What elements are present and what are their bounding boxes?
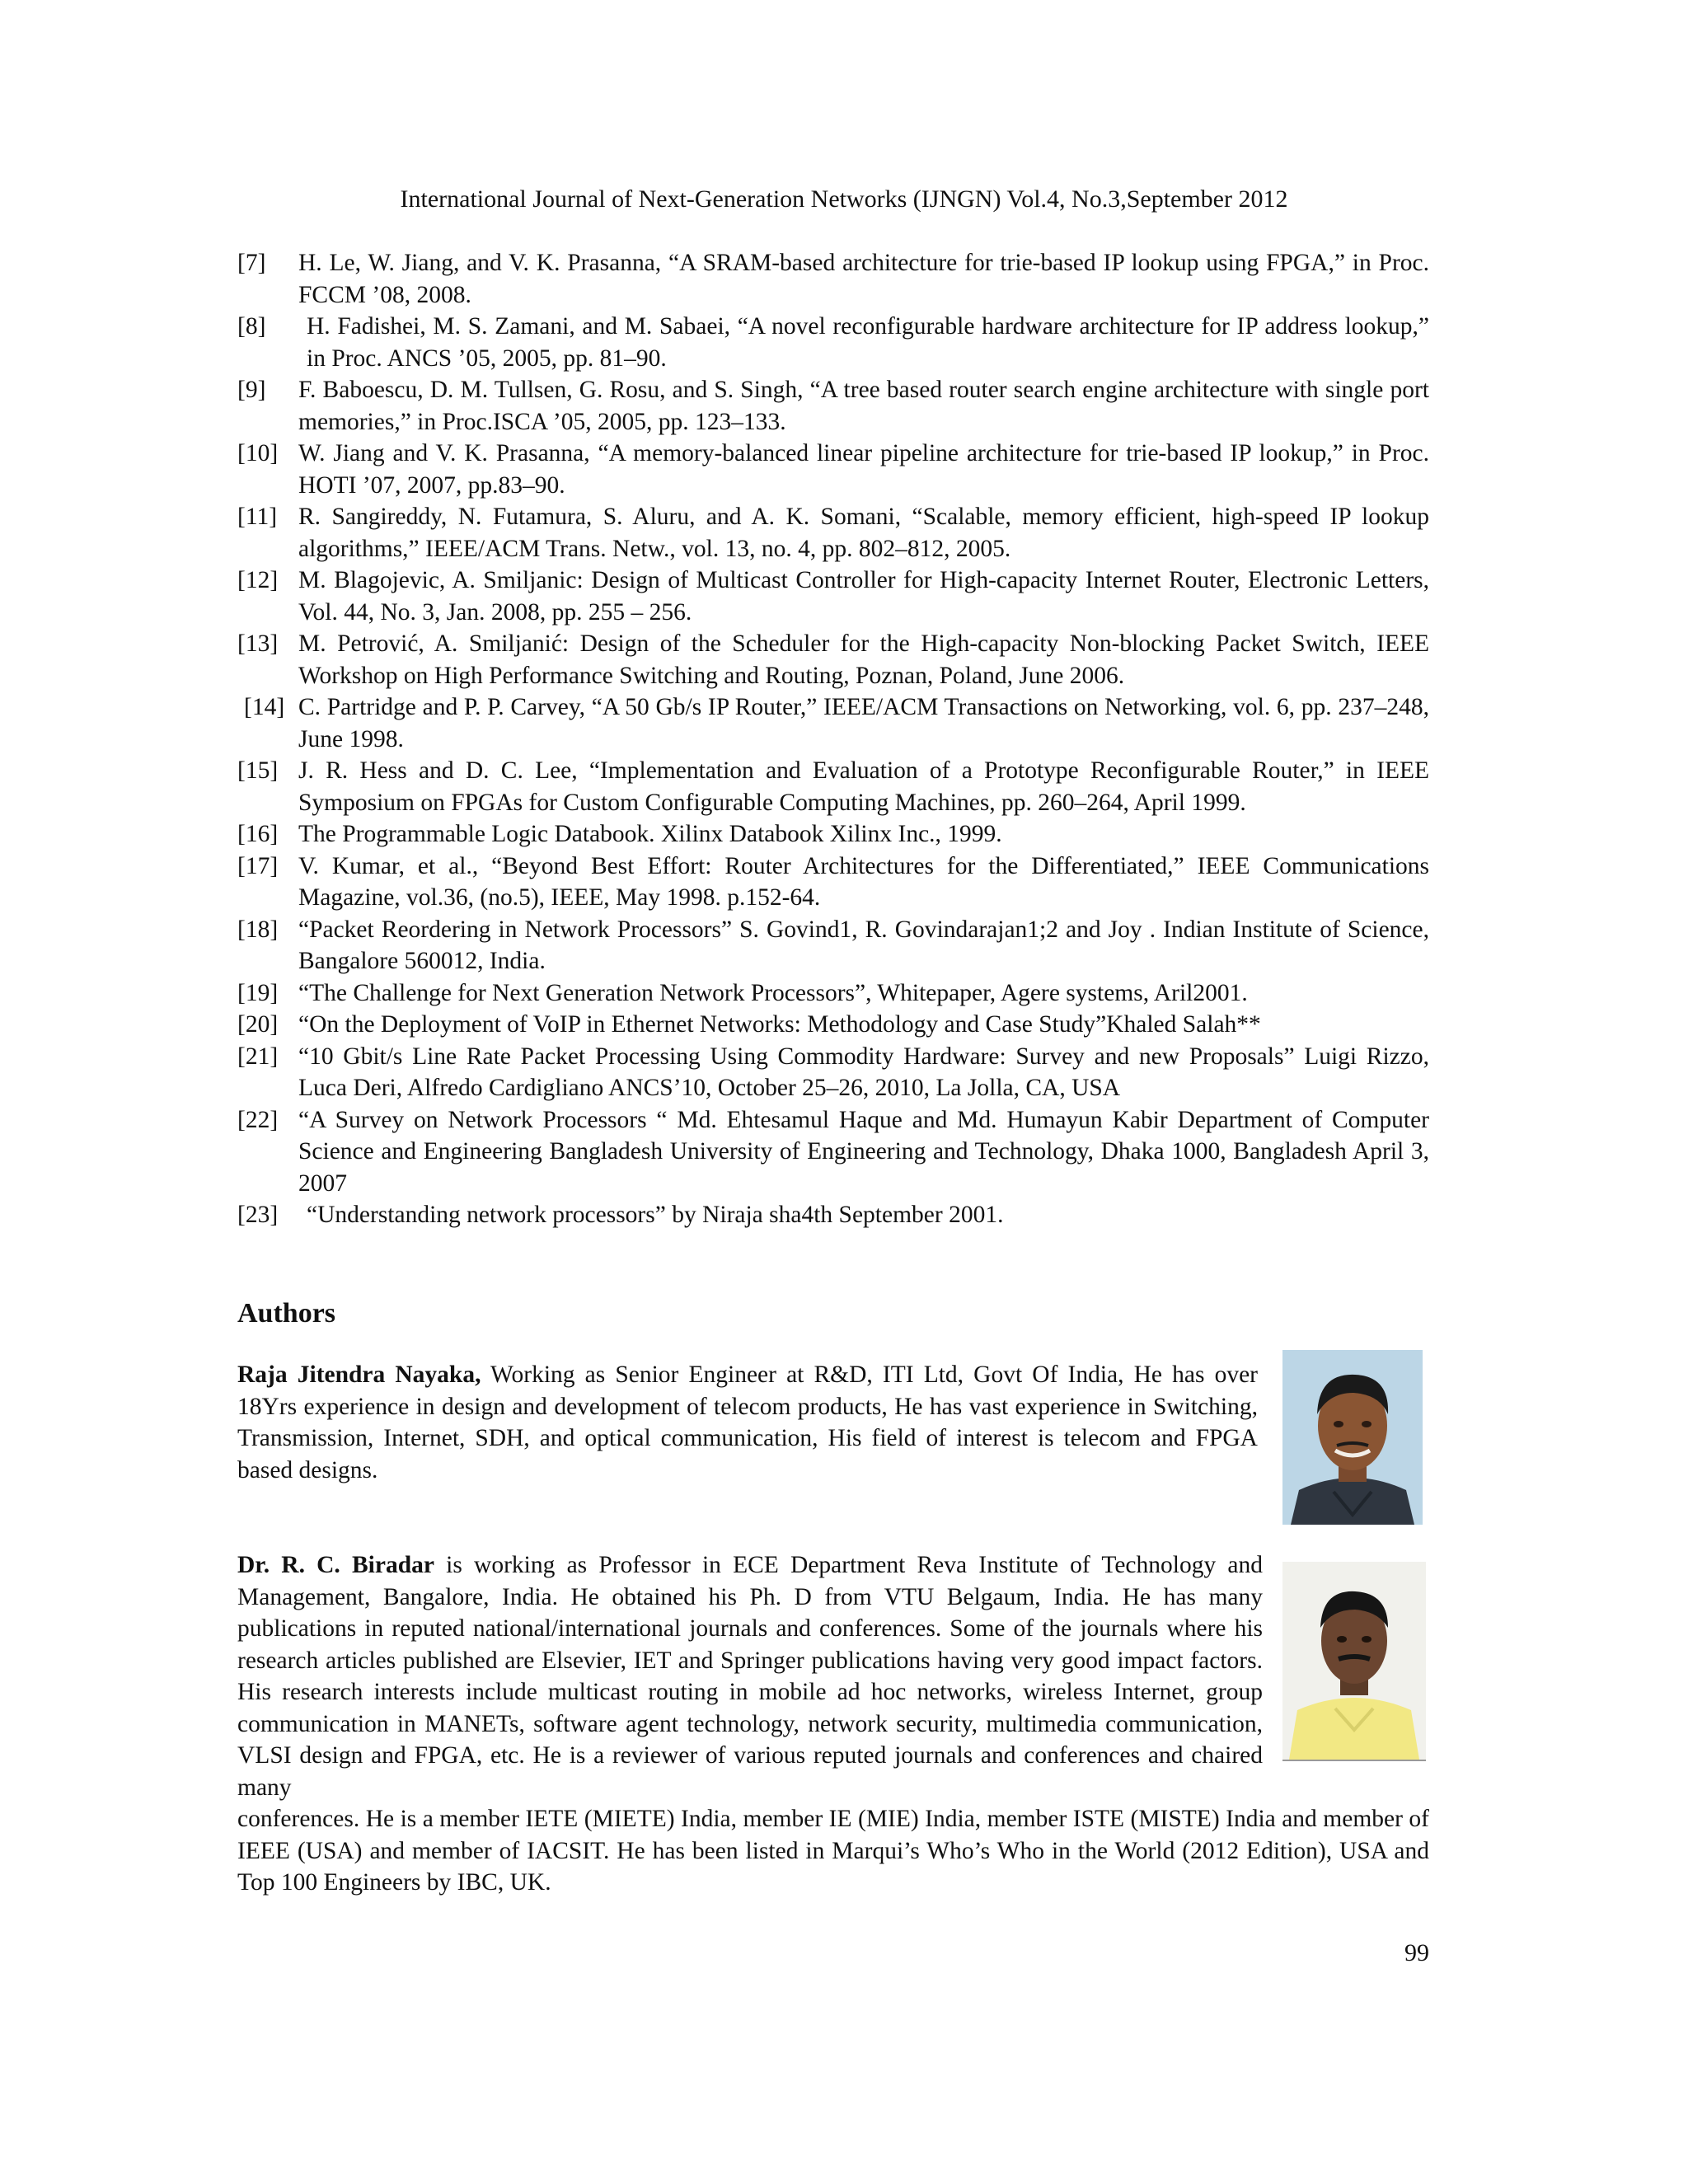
reference-text: C. Partridge and P. P. Carvey, “A 50 Gb/s IP Router,” IEEE/ACM Transactions on Networking, vol. 6, pp. 237–248, June 1998. bbox=[298, 694, 1429, 752]
reference-text: M. Petrović, A. Smiljanić: Design of the Scheduler for the High-capacity Non-blocking Packet Switch, IEEE Workshop on High Performance Switching and Routing, Poznan, Poland, June 2006. bbox=[298, 630, 1429, 689]
reference-number: [21] bbox=[237, 1043, 279, 1070]
reference-text: The Programmable Logic Databook. Xilinx Databook Xilinx Inc., 1999. bbox=[298, 821, 1002, 847]
reference-item bbox=[237, 1104, 1429, 1200]
reference-text: “On the Deployment of VoIP in Ethernet Networks: Methodology and Case Study”Khaled Salah** bbox=[298, 1011, 1261, 1038]
author-bio-text: Working as Senior Engineer at R&D, ITI Ltd, Govt Of India, He has over 18Yrs experience in design and development of telecom products, He has vast experience in Switching, Transmission, Internet, SDH, and optical communication, His field of interest is telecom and FPGA based designs. bbox=[237, 1361, 1258, 1483]
reference-number: [20] bbox=[237, 1011, 279, 1038]
running-header: International Journal of Next-Generation Networks (IJNGN) Vol.4, No.3,September 2012 bbox=[400, 185, 1288, 213]
reference-item bbox=[237, 1199, 1429, 1231]
reference-text: “10 Gbit/s Line Rate Packet Processing Using Commodity Hardware: Survey and new Proposals” Luigi Rizzo, Luca Deri, Alfredo Cardigliano ANCS’10, October 25–26, 2010, La Jolla, CA, USA bbox=[298, 1043, 1429, 1101]
reference-text: W. Jiang and V. K. Prasanna, “A memory-balanced linear pipeline architecture for trie-based IP lookup,” in Proc. HOTI ’07, 2007, pp.83–90. bbox=[298, 440, 1429, 499]
reference-number: [18] bbox=[237, 916, 279, 943]
author-bio-nayaka bbox=[237, 1359, 1258, 1486]
reference-text: H. Fadishei, M. S. Zamani, and M. Sabaei, “A novel reconfigurable hardware architecture for IP address lookup,” in Proc. ANCS ’05, 2005, pp. 81–90. bbox=[307, 313, 1429, 372]
reference-text: R. Sangireddy, N. Futamura, S. Aluru, and A. K. Somani, “Scalable, memory efficient, high-speed IP lookup algorithms,” IEEE/ACM Trans. Netw., vol. 13, no. 4, pp. 802–812, 2005. bbox=[298, 504, 1429, 562]
reference-number: [19] bbox=[237, 979, 279, 1006]
reference-number: [15] bbox=[237, 757, 279, 784]
reference-number: [7] bbox=[237, 250, 266, 276]
reference-item bbox=[237, 311, 1429, 374]
portrait-image bbox=[1282, 1350, 1423, 1525]
reference-item bbox=[237, 691, 1429, 755]
reference-text: H. Le, W. Jiang, and V. K. Prasanna, “A SRAM-based architecture for trie-based IP lookup using FPGA,” in Proc. FCCM ’08, 2008. bbox=[298, 250, 1429, 308]
reference-item bbox=[237, 851, 1429, 914]
portrait-image bbox=[1282, 1562, 1426, 1760]
reference-number: [8] bbox=[237, 313, 266, 340]
reference-number: [14] bbox=[244, 694, 285, 720]
reference-text: “Packet Reordering in Network Processors” S. Govind1, R. Govindarajan1;2 and Joy . Indian Institute of Science, Bangalore 560012, India. bbox=[298, 916, 1429, 974]
reference-item bbox=[237, 914, 1429, 977]
author-bio-biradar bbox=[237, 1549, 1263, 1803]
reference-item bbox=[237, 438, 1429, 501]
reference-number: [22] bbox=[237, 1106, 279, 1133]
references-list bbox=[237, 247, 1429, 1231]
reference-text: “A Survey on Network Processors “ Md. Ehtesamul Haque and Md. Humayun Kabir Department of Computer Science and Engineering Bangladesh University of Engineering and Technology, Dhaka 1000, Bangladesh April 3, 2007 bbox=[298, 1106, 1429, 1197]
author-photo bbox=[1282, 1562, 1426, 1761]
reference-text: M. Blagojevic, A. Smiljanic: Design of Multicast Controller for High-capacity Internet Router, Electronic Letters, Vol. 44, No. 3, Jan. 2008, pp. 255 – 256. bbox=[298, 567, 1429, 626]
reference-item bbox=[237, 818, 1429, 851]
author-name: Raja Jitendra Nayaka, bbox=[237, 1361, 481, 1388]
reference-item bbox=[237, 977, 1429, 1010]
reference-item bbox=[237, 247, 1429, 311]
reference-text: F. Baboescu, D. M. Tullsen, G. Rosu, and S. Singh, “A tree based router search engine architecture with single port memories,” in Proc.ISCA ’05, 2005, pp. 123–133. bbox=[298, 377, 1429, 435]
authors-heading: Authors bbox=[237, 1298, 336, 1329]
author-photo bbox=[1282, 1350, 1423, 1525]
reference-item bbox=[237, 1041, 1429, 1104]
reference-number: [11] bbox=[237, 504, 278, 530]
reference-number: [12] bbox=[237, 567, 279, 593]
reference-number: [10] bbox=[237, 440, 279, 466]
reference-number: [13] bbox=[237, 630, 279, 657]
reference-item bbox=[237, 565, 1429, 628]
reference-item bbox=[237, 628, 1429, 691]
reference-item bbox=[237, 374, 1429, 438]
reference-number: [9] bbox=[237, 377, 266, 403]
author-name: Dr. R. C. Biradar bbox=[237, 1552, 434, 1578]
reference-text: “The Challenge for Next Generation Network Processors”, Whitepaper, Agere systems, Aril2001. bbox=[298, 979, 1248, 1006]
reference-item bbox=[237, 755, 1429, 818]
reference-number: [23] bbox=[237, 1202, 279, 1228]
reference-text: J. R. Hess and D. C. Lee, “Implementation and Evaluation of a Prototype Reconfigurable Router,” in IEEE Symposium on FPGAs for Custom Configurable Computing Machines, pp. 260–264, April 1999. bbox=[298, 757, 1429, 816]
reference-text: “Understanding network processors” by Niraja sha4th September 2001. bbox=[307, 1202, 1004, 1228]
reference-text: V. Kumar, et al., “Beyond Best Effort: Router Architectures for the Differentiated,” IEEE Communications Magazine, vol.36, (no.5), IEEE, May 1998. p.152-64. bbox=[298, 852, 1429, 911]
author-bio-biradar-continued: conferences. He is a member IETE (MIETE) India, member IE (MIE) India, member ISTE (MISTE) India and member of IEEE (USA) and member of IACSIT. He has been listed in Marqui’s Who’s Who in the World (2012 Edition), USA and Top 100 Engineers by IBC, UK. bbox=[237, 1806, 1429, 1896]
reference-number: [16] bbox=[237, 821, 279, 847]
page-number: 99 bbox=[1404, 1939, 1429, 1966]
reference-item bbox=[237, 1009, 1429, 1041]
author-bio-text: is working as Professor in ECE Department Reva Institute of Technology and Management, Bangalore, India. He obtained his Ph. D from VTU Belgaum, India. He has many publications in reputed national/international journals and conferences. Some of the journals where his research articles published are Elsevier, IET and Springer publications having very good impact factors. His research interests include multicast routing in mobile ad hoc networks, wireless Internet, group communication in MANETs, software agent technology, network security, multimedia communication, VLSI design and FPGA, etc. He is a reviewer of various reputed journals and conferences and chaired many bbox=[237, 1552, 1264, 1801]
reference-item bbox=[237, 501, 1429, 565]
reference-number: [17] bbox=[237, 852, 279, 879]
